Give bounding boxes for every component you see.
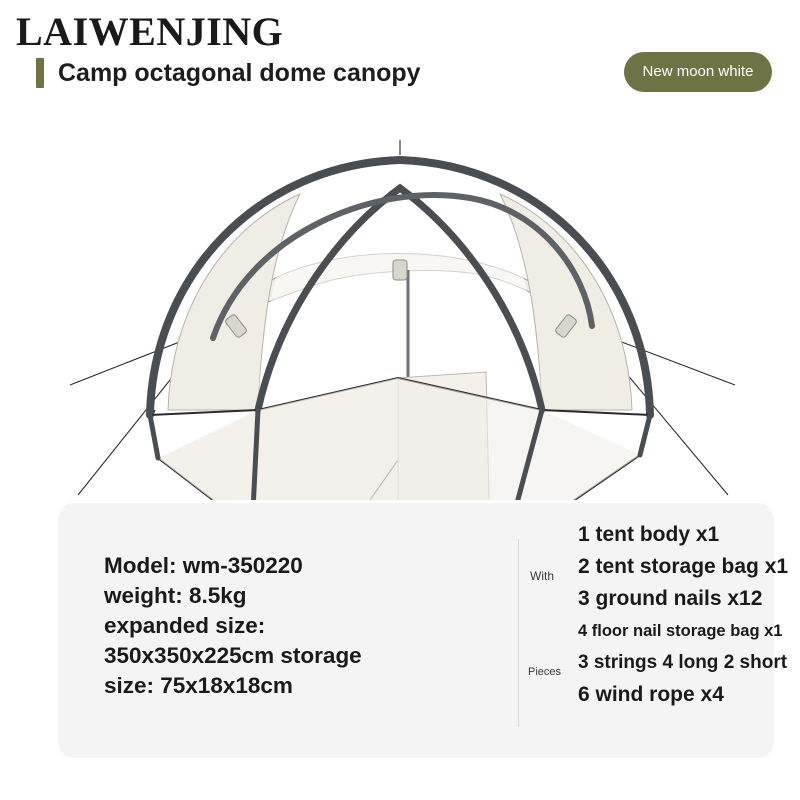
list-item: 2 tent storage bag x1: [578, 555, 789, 578]
brand-title: LAIWENJING: [16, 9, 284, 54]
spec-line-weight: weight: 8.5kg: [104, 583, 247, 608]
panel-divider: [518, 539, 519, 727]
subtitle-row: [36, 58, 421, 88]
product-image: [0, 110, 800, 500]
list-item: 4 floor nail storage bag x1: [578, 622, 783, 640]
list-item: 1 tent body x1: [578, 523, 720, 546]
list-item: 3 strings 4 long 2 short: [578, 652, 788, 673]
variant-badge: New moon white: [624, 52, 772, 92]
list-item: 6 wind rope x4: [578, 683, 724, 706]
with-label: With: [530, 569, 554, 583]
specification-block: [104, 551, 504, 701]
info-panel: [58, 503, 789, 758]
list-item: 3 ground nails x12: [578, 587, 763, 610]
spec-line-storage-size: size: 75x18x18cm: [104, 673, 293, 698]
subtitle-accent-bar: [36, 58, 44, 88]
spec-line-dimensions: 350x350x225cm storage: [104, 643, 362, 668]
spec-line-expanded-size: expanded size:: [104, 613, 266, 638]
page-title: Camp octagonal dome canopy: [58, 58, 421, 87]
dome-canopy-illustration: [0, 110, 800, 500]
pieces-label: Pieces: [528, 666, 562, 678]
spec-line-model: Model: wm-350220: [104, 553, 303, 578]
package-contents-list: [578, 519, 800, 711]
